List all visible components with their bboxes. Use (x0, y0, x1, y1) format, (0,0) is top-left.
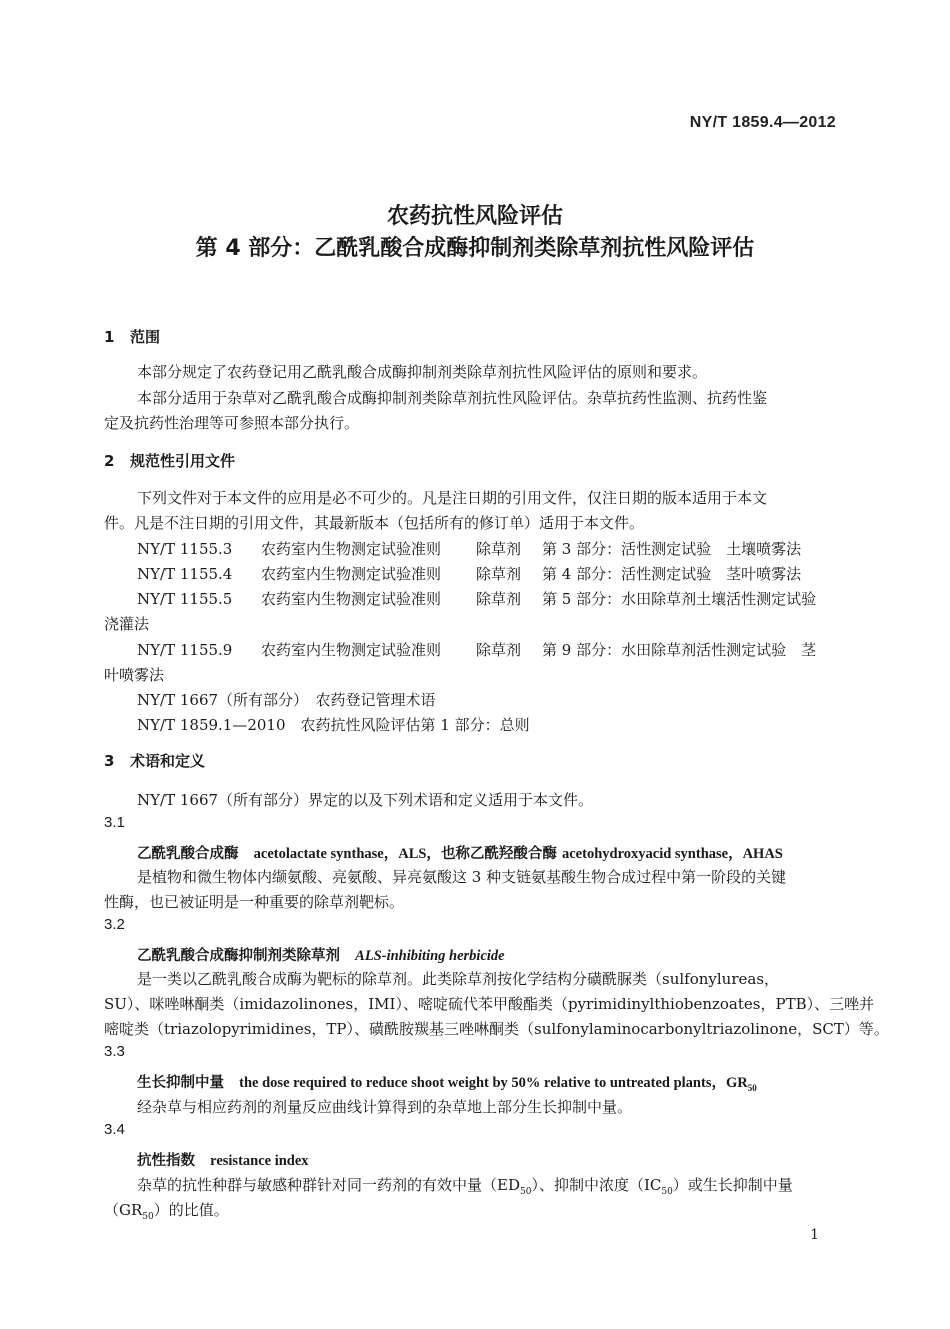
reference-item (137, 588, 816, 609)
clause-number: 3.1 (104, 814, 125, 831)
section-number: 2 (104, 452, 115, 470)
definition: 是植物和微生物体内缬氨酸、亮氨酸、异亮氨酸这 3 种支链氨基酸生物合成过程中第一阶段的关键 (137, 868, 787, 886)
subscript: 50 (519, 1187, 532, 1197)
definition-text: ）或生长抑制中量 (672, 1176, 793, 1194)
page-number: 1 (810, 1227, 819, 1243)
definition-text: ）、抑制中浓度（IC (531, 1176, 662, 1194)
paragraph: NY/T 1667（所有部分）界定的以及下列术语和定义适用于本文件。 (137, 791, 594, 809)
definition: 经杂草与相应药剂的剂量反应曲线计算得到的杂草地上部分生长抑制中量。 (137, 1098, 633, 1116)
reference-part: 第 4 部分：活性测定试验 茎叶喷雾法 (542, 565, 802, 583)
term-english: acetolactate synthase，ALS， (253, 846, 441, 862)
section-title: 规范性引用文件 (130, 452, 236, 470)
term-subscript: 50 (747, 1082, 757, 1093)
reference-code: NY/T 1155.9 (137, 641, 233, 659)
reference-continuation: 叶喷雾法 (104, 666, 165, 684)
subscript: 50 (142, 1212, 154, 1222)
section-2-heading (104, 450, 235, 471)
section-title: 范围 (130, 328, 161, 346)
term-entry (137, 944, 505, 965)
reference-name: 农药室内生物测定试验准则 (261, 565, 442, 583)
clause-number: 3.3 (104, 1043, 125, 1060)
definition-text: （GR (104, 1201, 143, 1219)
term-entry (137, 1149, 309, 1170)
term-english-alt: acetohydroxyacid synthase，AHAS (562, 846, 783, 862)
paragraph: 本部分适用于杂草对乙酰乳酸合成酶抑制剂类除草剂抗性风险评估。杂草抗药性监测、抗药性鉴 (137, 389, 768, 407)
reference-name: 农药室内生物测定试验准则 (261, 540, 442, 558)
definition-continuation (104, 1199, 229, 1222)
reference-part: 第 5 部分：水田除草剂土壤活性测定试验 (542, 590, 817, 608)
reference-item: NY/T 1667（所有部分） 农药登记管理术语 (137, 691, 436, 709)
definition: 是一类以乙酰乳酸合成酶为靶标的除草剂。此类除草剂按化学结构分磺酰脲类（sulfonylureas， (137, 970, 780, 988)
paragraph-continuation: 定及抗药性治理等可参照本部分执行。 (104, 414, 360, 432)
definition-text: 杂草的抗性种群与敏感种群针对同一药剂的有效中量（ED (137, 1176, 520, 1194)
definition-continuation: 嘧啶类（triazolopyrimidines，TP）、磺酰胺羰基三唑啉酮类（sulfonylaminocarbonyltriazolinone，SCT）等。 (104, 1020, 889, 1038)
reference-kind: 除草剂 (476, 590, 522, 608)
clause-number: 3.4 (104, 1121, 125, 1138)
section-1-heading (104, 326, 160, 347)
reference-kind: 除草剂 (476, 540, 522, 558)
definition-continuation: SU）、咪唑啉酮类（imidazolinones，IMI）、嘧啶硫代苯甲酸酯类（pyrimidinylthiobenzoates，PTB）、三唑并 (104, 995, 875, 1013)
subscript: 50 (661, 1187, 673, 1197)
reference-name: 农药室内生物测定试验准则 (261, 590, 442, 608)
reference-item (137, 538, 801, 559)
clause-number: 3.2 (104, 916, 125, 933)
term-english: ALS-inhibiting herbicide (355, 948, 505, 964)
section-3-heading (104, 750, 205, 771)
definition (137, 1174, 793, 1197)
reference-part: 第 3 部分：活性测定试验 土壤喷雾法 (542, 540, 802, 558)
reference-code: NY/T 1155.3 (137, 540, 233, 558)
section-title: 术语和定义 (130, 752, 206, 770)
section-number: 1 (104, 328, 115, 346)
standard-code: NY/T 1859.4—2012 (689, 114, 836, 131)
reference-kind: 除草剂 (476, 565, 522, 583)
term-chinese: 抗性指数 (137, 1153, 195, 1169)
reference-code: NY/T 1155.5 (137, 590, 233, 608)
term-entry (137, 1071, 757, 1093)
reference-item (137, 563, 801, 584)
section-number: 3 (104, 752, 115, 770)
paragraph-continuation: 件。凡是不注日期的引用文件，其最新版本（包括所有的修订单）适用于本文件。 (104, 514, 645, 532)
reference-name: 农药室内生物测定试验准则 (261, 641, 442, 659)
term-entry (137, 842, 783, 863)
document-title: 农药抗性风险评估 (386, 204, 563, 229)
reference-item (137, 639, 816, 660)
paragraph: 下列文件对于本文件的应用是必不可少的。凡是注日期的引用文件，仅注日期的版本适用于本文 (137, 489, 768, 507)
paragraph: 本部分规定了农药登记用乙酰乳酸合成酶抑制剂类除草剂抗性风险评估的原则和要求。 (137, 363, 708, 381)
reference-continuation: 浇灌法 (104, 615, 150, 633)
reference-kind: 除草剂 (476, 641, 522, 659)
term-chinese: 乙酰乳酸合成酶抑制剂类除草剂 (137, 948, 340, 964)
reference-code: NY/T 1155.4 (137, 565, 233, 583)
definition-continuation: 性酶，也已被证明是一种重要的除草剂靶标。 (104, 893, 405, 911)
reference-item: NY/T 1859.1—2010 农药抗性风险评估第 1 部分：总则 (137, 716, 530, 734)
term-chinese: 乙酰乳酸合成酶 (137, 846, 239, 862)
definition-text: ）的比值。 (153, 1201, 229, 1219)
term-english: the dose required to reduce shoot weight by 50% relative to untreated plants，GR (239, 1075, 748, 1091)
reference-part: 第 9 部分：水田除草剂活性测定试验 茎 (542, 641, 817, 659)
term-chinese-alt: 也称乙酰羟酸合酶 (440, 846, 557, 862)
term-chinese: 生长抑制中量 (137, 1075, 224, 1091)
term-english: resistance index (210, 1153, 309, 1169)
document-subtitle: 第 4 部分：乙酰乳酸合成酶抑制剂类除草剂抗性风险评估 (195, 236, 755, 261)
